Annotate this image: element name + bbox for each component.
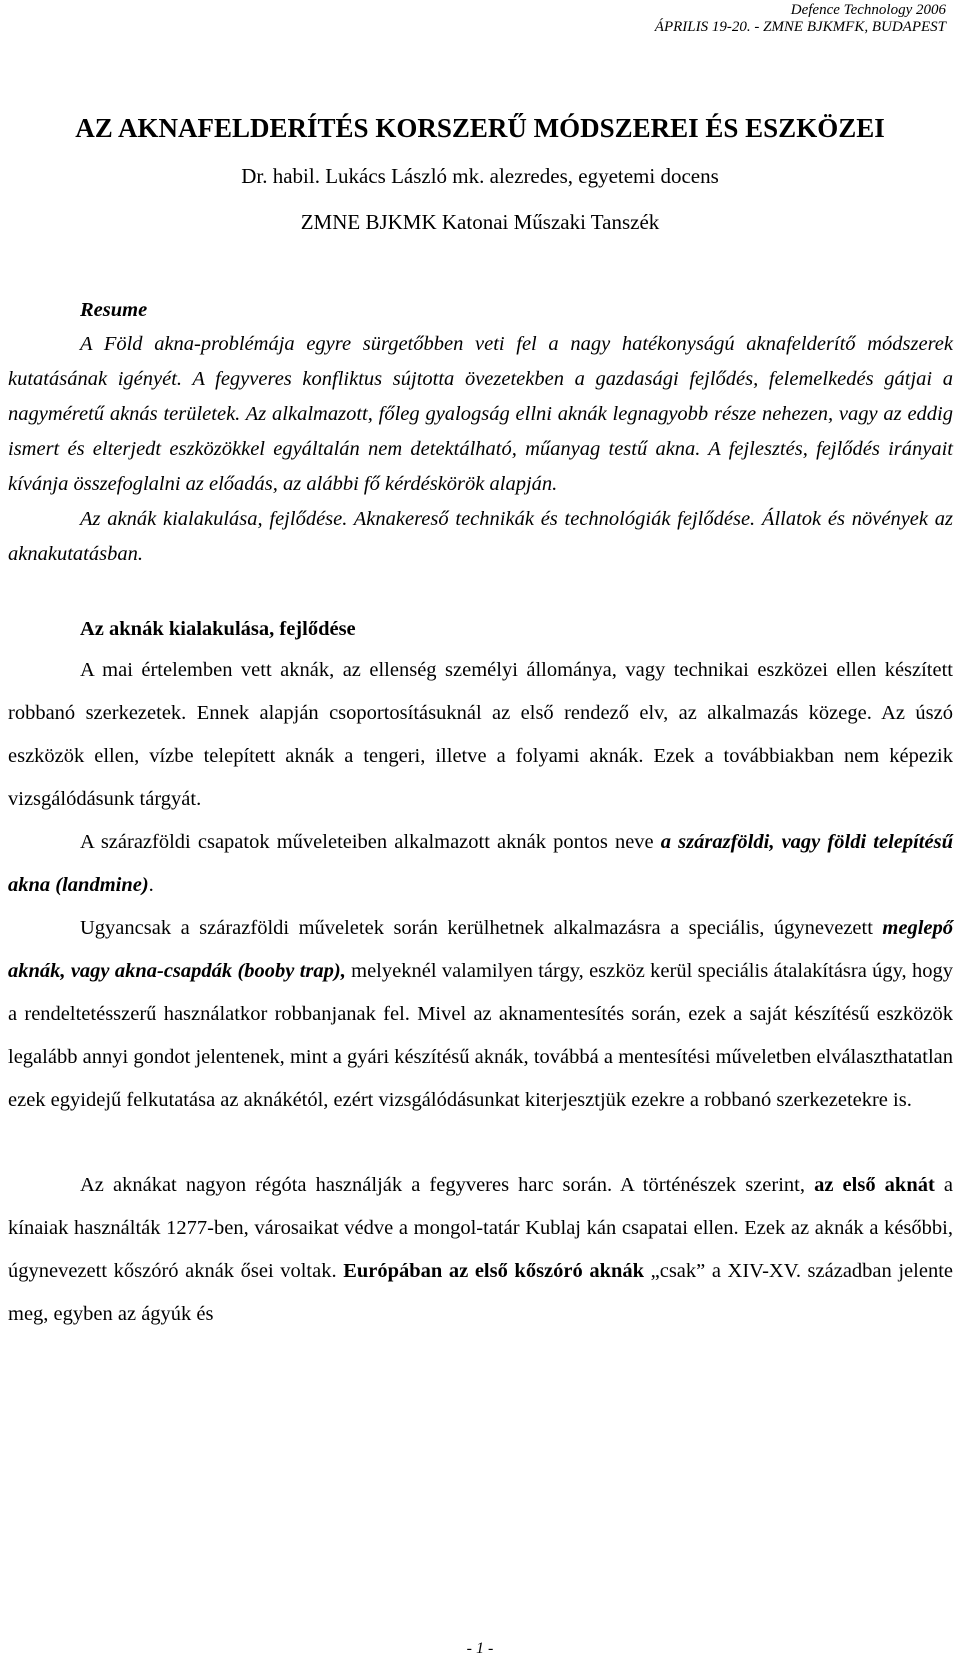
paragraph-4-rest: „csak” a XIV-XV. században jelente meg, egyben az ágyúk és — [8, 1260, 953, 1325]
paragraph-2 — [8, 821, 953, 907]
resume-topics: Az aknák kialakulása, fejlődése. Aknakereső technikák és technológiák fejlődése. Állatok és növények az aknakutatásban. — [8, 508, 953, 565]
first-mine-term: az első aknát — [814, 1174, 935, 1196]
page-number: - 1 - — [466, 1640, 494, 1657]
page-title: AZ AKNAFELDERÍTÉS KORSZERŰ MÓDSZEREI ÉS ESZKÖZEI — [75, 113, 885, 143]
conference-date-location: ÁPRILIS 19-20. - ZMNE BJKMFK, BUDAPEST — [654, 19, 946, 35]
paragraph-3 — [8, 907, 953, 1122]
department-line: ZMNE BJKMK Katonai Műszaki Tanszék — [300, 210, 660, 234]
paragraph-2-text: A szárazföldi csapatok műveleteiben alkalmazott aknák pontos neve — [80, 831, 661, 853]
paragraph-4-middle: a kínaiak használták 1277-ben, városaikat védve a mongol-tatár Kublaj kán csapatai ellen. Ezek az aknák a későbbi, úgynevezett kőszóró aknák ősei voltak. — [8, 1174, 954, 1282]
paragraph-gap — [8, 1122, 953, 1164]
conference-name: Defence Technology 2006 — [790, 2, 946, 18]
resume-section — [8, 293, 953, 572]
paragraph-2-end: . — [148, 874, 154, 896]
resume-heading: Resume — [80, 299, 148, 321]
paragraph-3-text: Ugyancsak a szárazföldi műveletek során kerülhetnek alkalmazásra a speciális, úgynevezett — [80, 917, 883, 939]
paragraph-4 — [8, 1164, 953, 1336]
conference-header — [655, 2, 946, 36]
booby-trap-term: meglepő aknák, vagy akna-csapdák (booby trap), — [8, 917, 953, 982]
resume-paragraph: A Föld akna-problémája egyre sürgetőbben veti fel a nagy hatékonyságú aknafelderítő módszerek kutatásának igényét. A fegyveres konfliktus sújtotta övezetekben a gazdasági fejlődés, felemelkedés gátjai a nagyméretű aknás területek. Az alkalmazott, főleg gyalogság ellni aknák legnagyobb része nehezen, vagy az eddig ismert és elterjedt eszközökkel egyáltalán nem detektálható, műanyag testű akna. A fejlesztés, fejlődés irányait kívánja összefoglalni az előadás, az alábbi fő kérdéskörök alapján. — [8, 333, 953, 495]
landmine-term: a szárazföldi, vagy földi telepítésű akna (landmine) — [8, 831, 953, 896]
document-body — [8, 293, 953, 1336]
author-line: Dr. habil. Lukács László mk. alezredes, egyetemi docens — [241, 164, 719, 188]
section-heading: Az aknák kialakulása, fejlődése — [80, 618, 356, 640]
paragraph-4-text: Az aknákat nagyon régóta használják a fegyveres harc során. A történészek szerint, — [80, 1174, 815, 1196]
paragraph-3-rest: melyeknél valamilyen tárgy, eszköz kerül speciális átalakításra úgy, hogy a rendeltetésszerű használatkor robbanjanak fel. Mivel az aknamentesítés során, ezek a saját készítésű eszközök legalább annyi gondot jelentenek, mint a gyári készítésű aknák, továbbá a mentesítési műveletben elválaszthatatlan ezek egyidejű felkutatása az aknákétól, ezért vizsgálódásunkat kiterjesztjük ezekre a robbanó szerkezetekre is. — [8, 960, 953, 1111]
paragraph-1: A mai értelemben vett aknák, az ellenség személyi állománya, vagy technikai eszközei ellen készített robbanó szerkezetek. Ennek alapján csoportosításuknál az első rendező elv, az alkalmazás közege. Az úszó eszközök ellen, vízbe telepített aknák a tengeri, illetve a folyami aknák. Ezek a továbbiakban nem képezik vizsgálódásunk tárgyát. — [8, 659, 953, 810]
europe-term: Európában az első kőszóró aknák — [343, 1260, 645, 1282]
section-body — [8, 649, 953, 1336]
